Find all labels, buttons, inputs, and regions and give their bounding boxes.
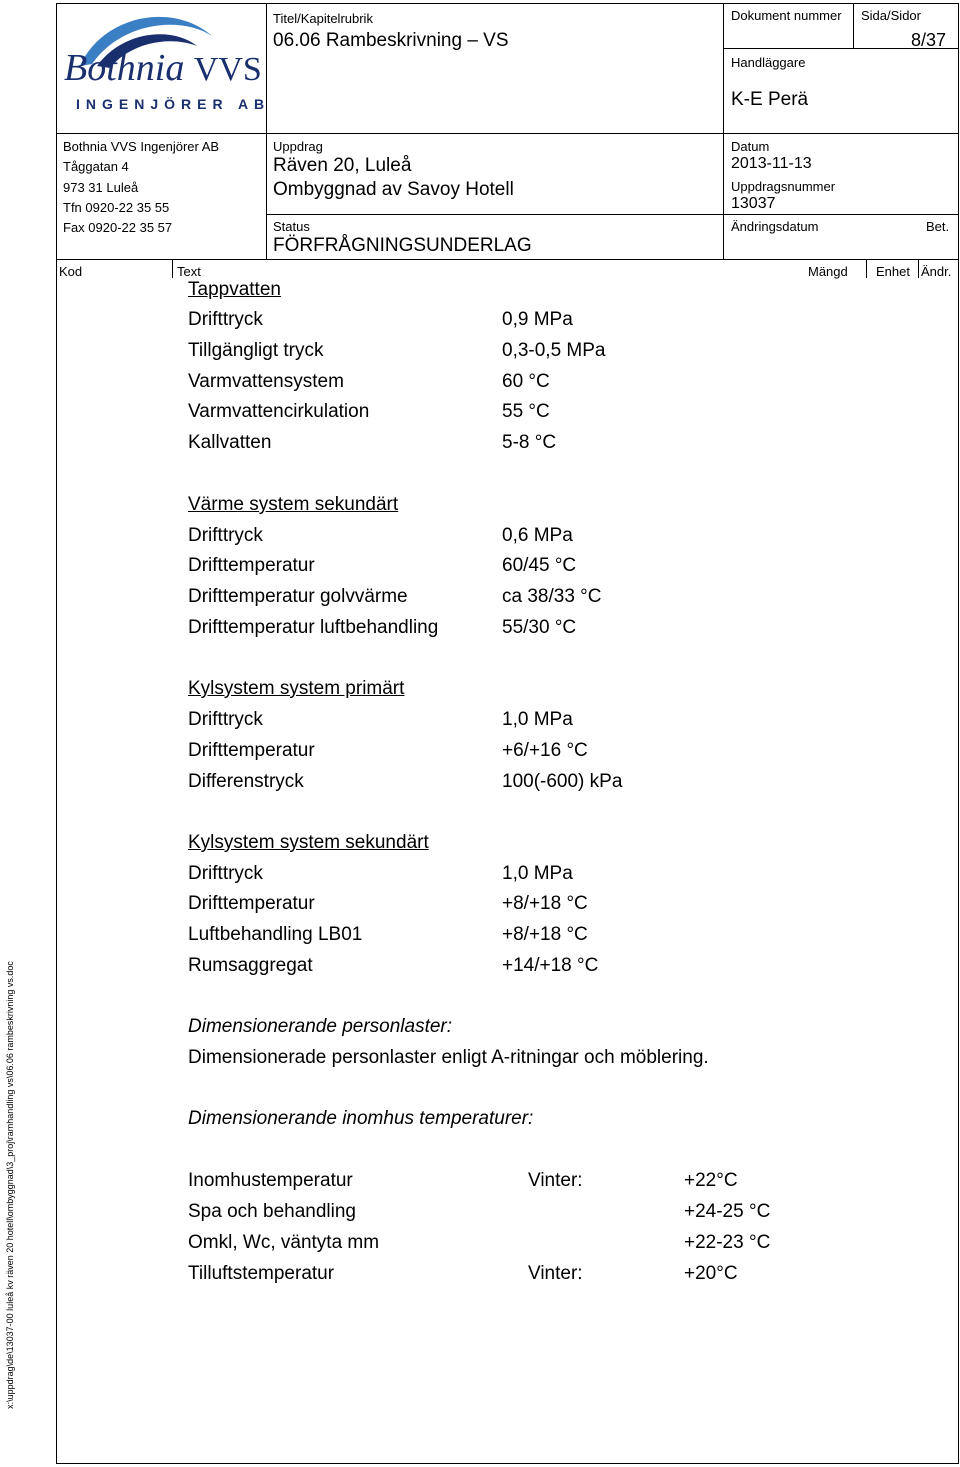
handler-label: Handläggare <box>731 55 806 70</box>
frame-top <box>56 3 959 4</box>
row-value: 0,6 MPa <box>502 525 573 546</box>
col-divider-mangd <box>866 259 867 278</box>
file-path-margin: x:\uppdrag\de\13037-00 luleå kv räven 20 hotell\ombyggnad\3_proj\ramhandling vs\06.06 rambeskrivning vs.doc <box>5 961 15 1409</box>
col-divider-kod <box>172 259 173 278</box>
assignnum-label: Uppdragsnummer <box>731 179 836 194</box>
row-value: 0,9 MPa <box>502 309 573 330</box>
company-street: Tåggatan 4 <box>63 159 129 174</box>
inomhus-season: Vinter: <box>528 1170 583 1191</box>
row-value: 55/30 °C <box>502 617 577 638</box>
header-divider-1 <box>266 3 267 259</box>
date-label: Datum <box>731 139 770 154</box>
company-phone: Tfn 0920-22 35 55 <box>63 200 170 215</box>
company-fax: Fax 0920-22 35 57 <box>63 220 173 235</box>
row-label: Differenstryck <box>188 771 304 792</box>
frame-bottom <box>56 1463 959 1464</box>
section-heading-varme: Värme system sekundärt <box>188 494 399 515</box>
row-label: Rumsaggregat <box>188 955 313 976</box>
header-line-status <box>266 214 959 215</box>
docnum-label: Dokument nummer <box>731 8 842 23</box>
row-label: Varmvattensystem <box>188 371 344 392</box>
company-name: Bothnia VVS Ingenjörer AB <box>63 139 220 154</box>
assignnum-value: 13037 <box>731 195 776 212</box>
inomhus-label: Tilluftstemperatur <box>188 1263 335 1284</box>
row-value: 55 °C <box>502 401 550 422</box>
inomhus-value: +22-23 °C <box>684 1232 771 1253</box>
inomhus-label: Omkl, Wc, väntyta mm <box>188 1232 380 1253</box>
frame-left <box>56 3 57 1464</box>
col-mangd: Mängd <box>808 264 848 279</box>
inomhus-value: +22°C <box>684 1170 738 1191</box>
row-label: Drifttryck <box>188 863 263 884</box>
row-value: 5-8 °C <box>502 432 557 453</box>
inomhus-label: Inomhustemperatur <box>188 1170 353 1191</box>
inomhus-season: Vinter: <box>528 1263 583 1284</box>
row-value: 1,0 MPa <box>502 709 573 730</box>
personlaster-heading: Dimensionerande personlaster: <box>188 1016 453 1037</box>
row-value: 60 °C <box>502 371 550 392</box>
title-label: Titel/Kapitelrubrik <box>273 11 373 26</box>
row-label: Drifttemperatur <box>188 555 315 576</box>
row-label: Drifttryck <box>188 709 263 730</box>
changedate-label: Ändringsdatum <box>731 219 819 234</box>
row-value: 100(-600) kPa <box>502 771 623 792</box>
row-value: 60/45 °C <box>502 555 577 576</box>
page-number: 8/37 <box>911 30 947 50</box>
assignment-label: Uppdrag <box>273 139 323 154</box>
section-heading-kyl-sekundart: Kylsystem system sekundärt <box>188 832 429 853</box>
row-value: 0,3-0,5 MPa <box>502 340 606 361</box>
header-divider-3 <box>853 3 854 49</box>
row-value: +6/+16 °C <box>502 740 588 761</box>
header-line-mid <box>56 133 959 134</box>
col-enhet: Enhet <box>876 264 910 279</box>
status-value: FÖRFRÅGNINGSUNDERLAG <box>273 235 532 256</box>
inomhus-value: +20°C <box>684 1263 738 1284</box>
page-label: Sida/Sidor <box>861 8 921 23</box>
row-label: Drifttemperatur golvvärme <box>188 586 408 607</box>
row-value: 1,0 MPa <box>502 863 573 884</box>
row-label: Drifttemperatur luftbehandling <box>188 617 439 638</box>
row-label: Tillgängligt tryck <box>188 340 324 361</box>
logo-brand-text: Bothnia <box>64 47 185 89</box>
date-value: 2013-11-13 <box>731 155 812 172</box>
row-label: Drifttryck <box>188 309 263 330</box>
company-logo <box>62 6 271 126</box>
row-label: Varmvattencirkulation <box>188 401 370 422</box>
row-label: Drifttryck <box>188 525 263 546</box>
row-label: Drifttemperatur <box>188 893 315 914</box>
row-label: Luftbehandling LB01 <box>188 924 363 945</box>
bet-label: Bet. <box>926 219 950 234</box>
col-kod: Kod <box>59 264 83 279</box>
row-label: Kallvatten <box>188 432 272 453</box>
logo-brand-vvs: VVS <box>193 51 262 88</box>
section-heading-tappvatten: Tappvatten <box>188 279 281 300</box>
document-title: 06.06 Rambeskrivning – VS <box>273 30 509 51</box>
section-heading-kyl-primart: Kylsystem system primärt <box>188 678 405 699</box>
header-line-bottom <box>56 259 959 260</box>
inomhus-heading: Dimensionerande inomhus temperaturer: <box>188 1108 534 1129</box>
handler-value: K-E Perä <box>731 89 809 110</box>
row-value: +8/+18 °C <box>502 893 588 914</box>
assignment-line1: Räven 20, Luleå <box>273 155 412 176</box>
row-value: +14/+18 °C <box>502 955 599 976</box>
col-andr: Ändr. <box>921 264 952 279</box>
row-label: Drifttemperatur <box>188 740 315 761</box>
inomhus-value: +24-25 °C <box>684 1201 771 1222</box>
col-text: Text <box>177 264 201 279</box>
inomhus-label: Spa och behandling <box>188 1201 356 1222</box>
logo-subtitle: INGENJÖRER AB <box>76 96 271 112</box>
row-value: ca 38/33 °C <box>502 586 602 607</box>
row-value: +8/+18 °C <box>502 924 588 945</box>
assignment-line2: Ombyggnad av Savoy Hotell <box>273 179 514 200</box>
status-label: Status <box>273 219 310 234</box>
company-city: 973 31 Luleå <box>63 180 139 195</box>
col-divider-enhet <box>918 259 919 278</box>
frame-right <box>958 3 959 1464</box>
personlaster-text: Dimensionerade personlaster enligt A-ritningar och möblering. <box>188 1047 709 1068</box>
header-divider-2 <box>723 3 724 259</box>
